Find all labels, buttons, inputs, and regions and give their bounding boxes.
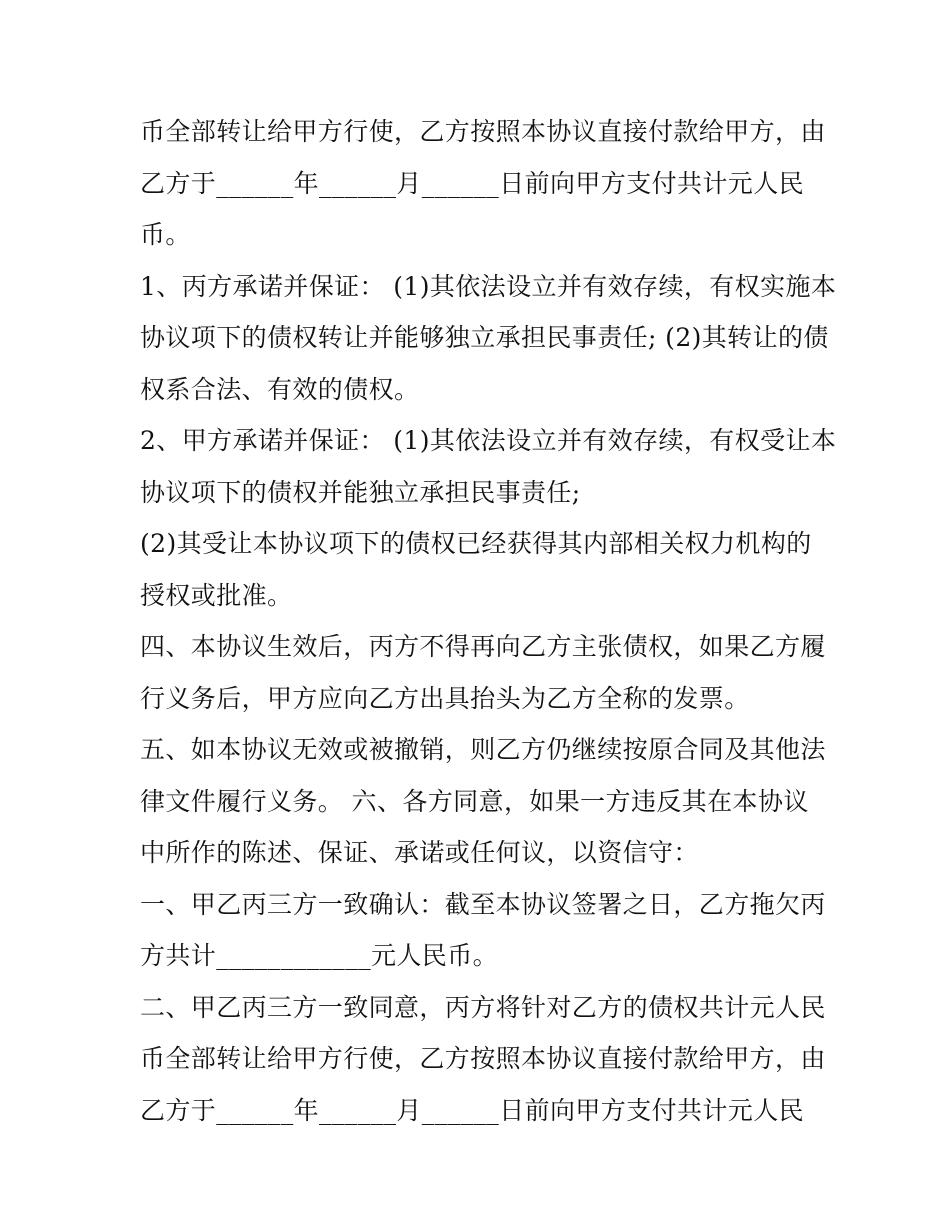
document-body (140, 106, 837, 1136)
text-line: (2)其受让本协议项下的债权已经获得其内部相关权力机构的 (140, 529, 812, 558)
text-line: 授权或批准。 (140, 580, 293, 610)
text-line: 二、甲乙丙三方一致同意，丙方将针对乙方的债权共计元人民 (140, 992, 826, 1022)
text-line: 方共计____________元人民币。 (140, 941, 499, 970)
text-line: 行义务后，甲方应向乙方出具抬头为乙方全称的发票。 (140, 683, 750, 713)
text-line: 协议项下的债权并能独立承担民事责任; (140, 477, 581, 507)
text-line: 乙方于______年______月______日前向甲方支付共计元人民 (140, 168, 805, 198)
text-line: 币全部转让给甲方行使，乙方按照本协议直接付款给甲方，由 (140, 1044, 826, 1073)
text-line: 权系合法、有效的债权。 (140, 374, 420, 404)
text-line: 一、甲乙丙三方一致确认：截至本协议签署之日，乙方拖欠丙 (140, 889, 826, 919)
text-line: 1、丙方承诺并保证： (1)其依法设立并有效存续，有权实施本 (140, 271, 837, 301)
text-line: 四、本协议生效后，丙方不得再向乙方主张债权，如果乙方履 (140, 632, 826, 661)
text-line: 2、甲方承诺并保证： (1)其依法设立并有效存续，有权受让本 (140, 426, 837, 455)
text-line: 币全部转让给甲方行使，乙方按照本协议直接付款给甲方，由 (140, 117, 826, 146)
text-line: 协议项下的债权转让并能够独立承担民事责任; (2)其转让的债 (140, 323, 829, 352)
text-line: 乙方于______年______月______日前向甲方支付共计元人民 (140, 1095, 805, 1125)
text-line: 律文件履行义务。 六、各方同意，如果一方违反其在本协议 (140, 786, 809, 816)
text-line: 中所作的陈述、保证、承诺或任何议，以资信守： (140, 838, 699, 867)
text-line: 币。 (140, 220, 191, 249)
text-line: 五、如本协议无效或被撤销，则乙方仍继续按原合同及其他法 (140, 735, 826, 764)
